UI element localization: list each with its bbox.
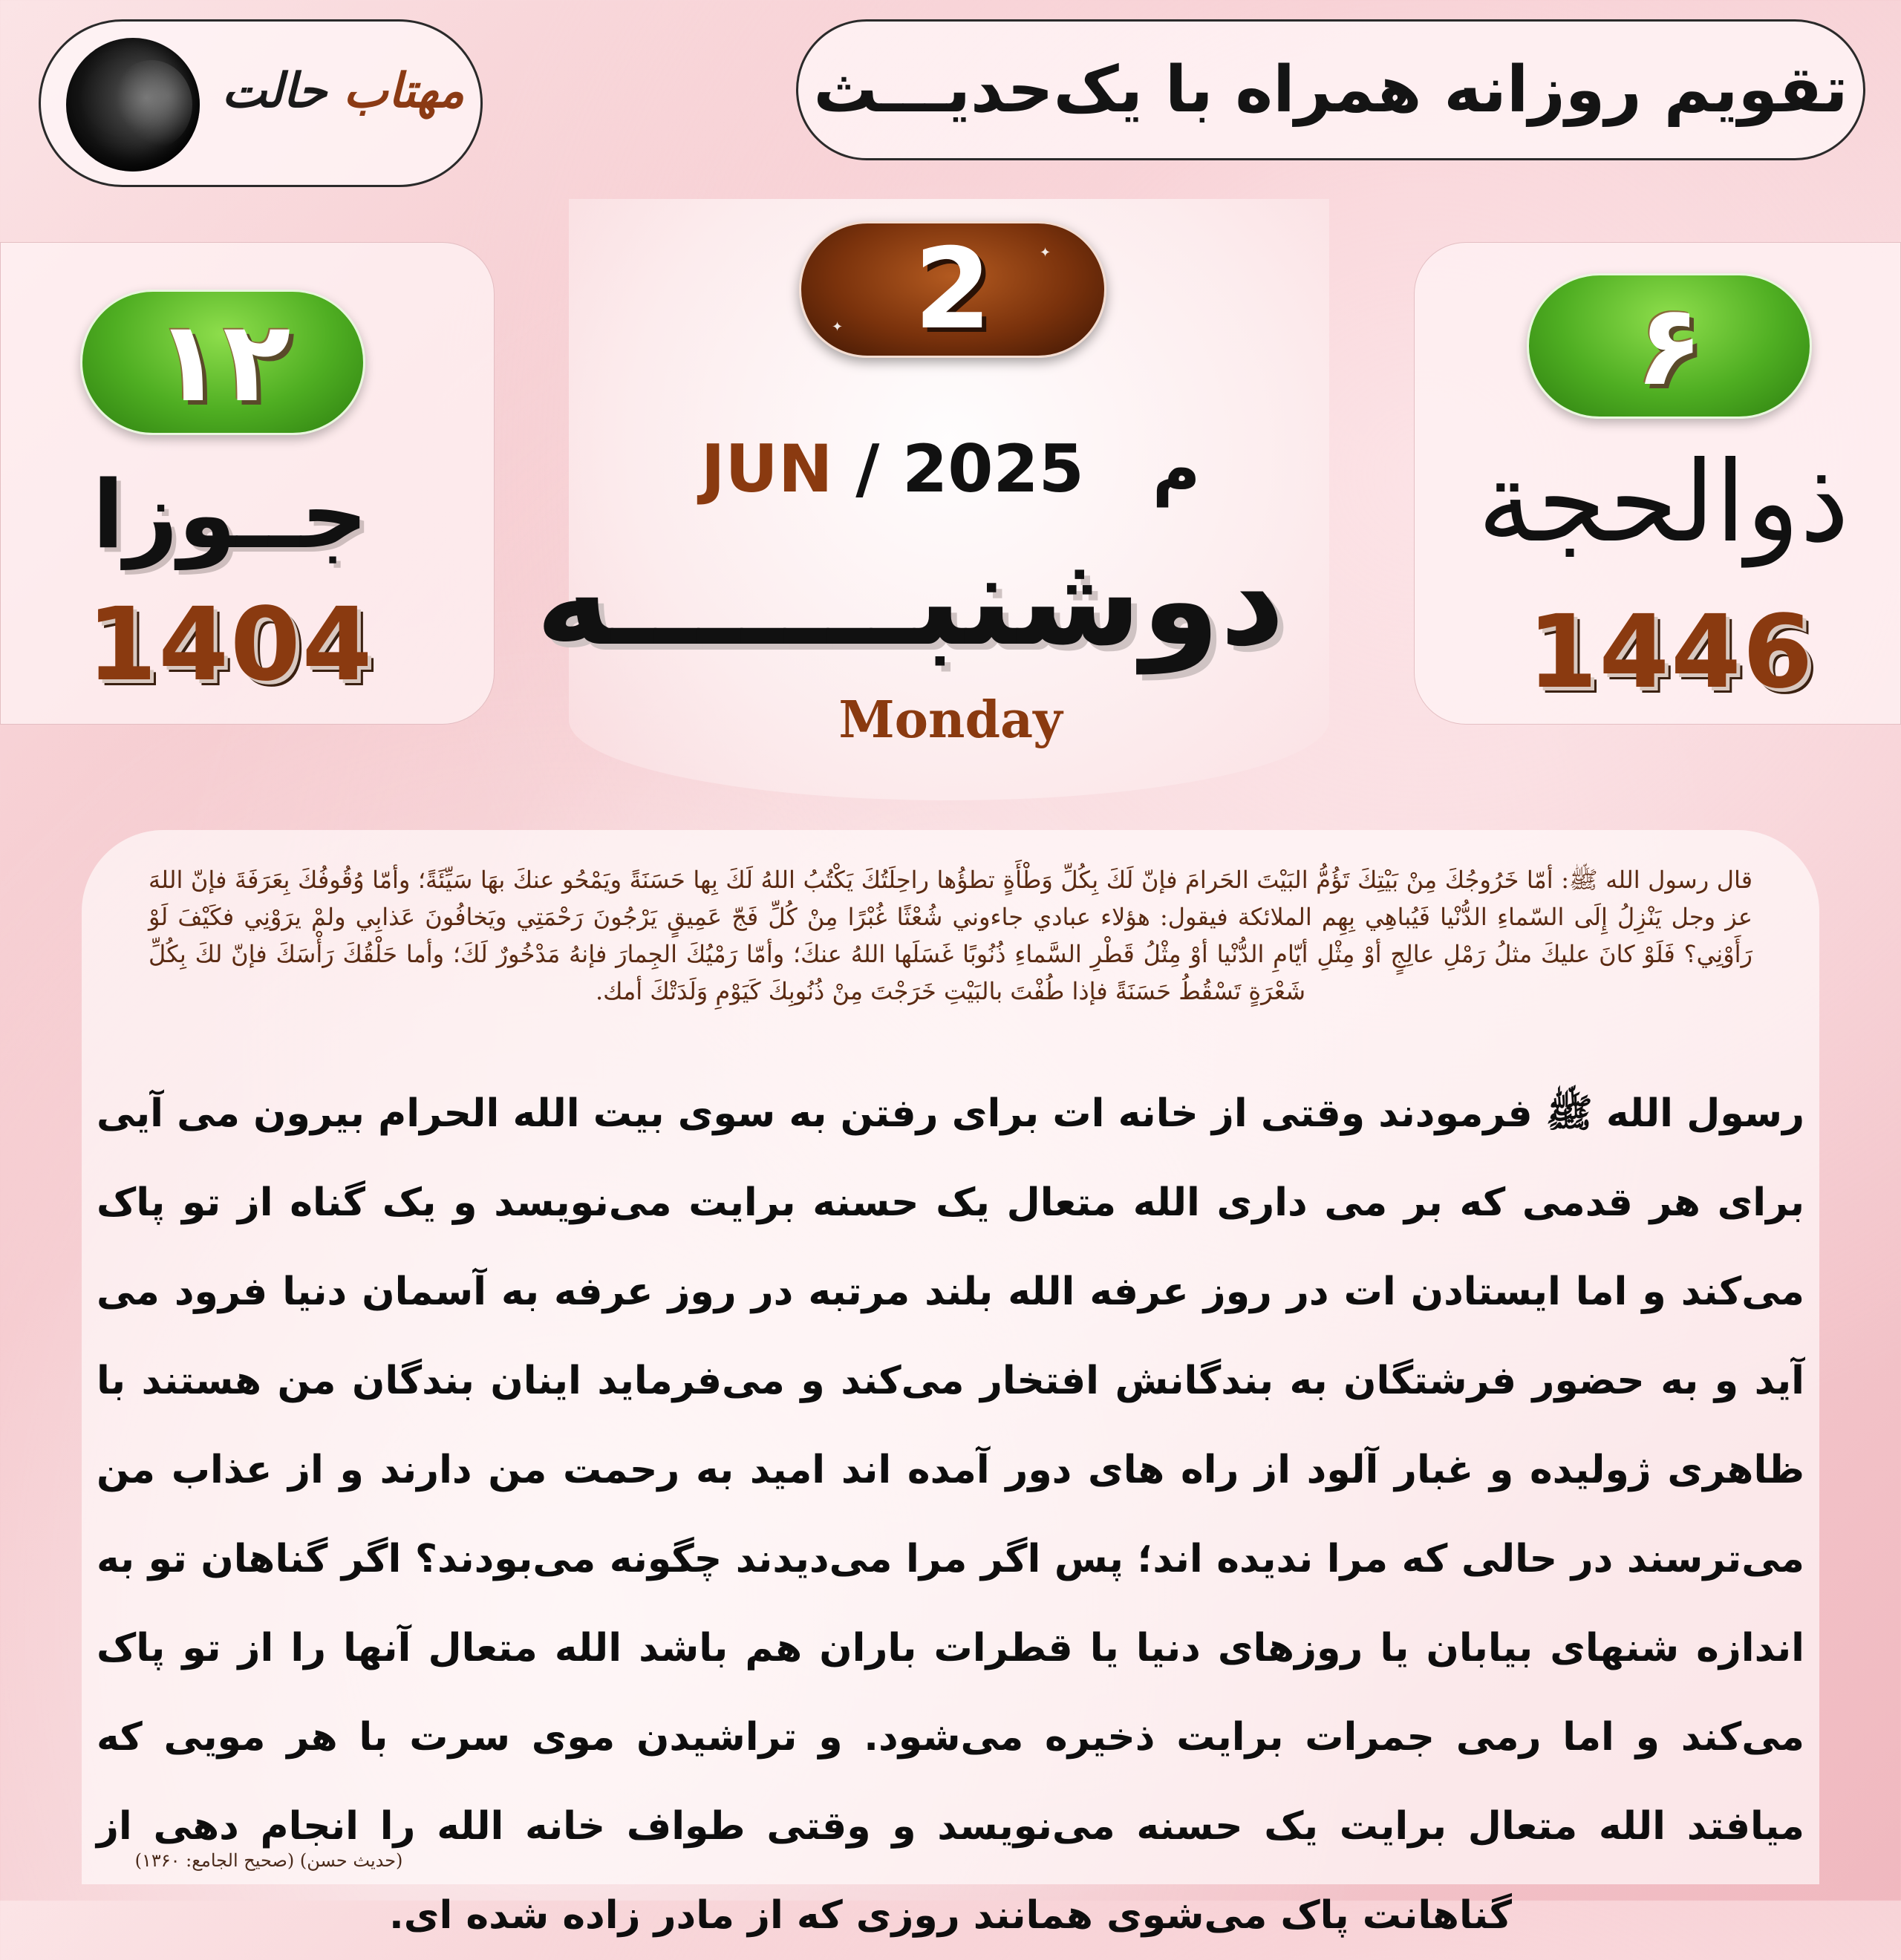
gregorian-date-line bbox=[668, 431, 1233, 512]
hadith-source: (حدیث حسن) (صحیح الجامع: ۱۳۶۰) bbox=[134, 1850, 403, 1871]
hijri-year: 1446 bbox=[1527, 594, 1815, 711]
hijri-day-badge bbox=[1527, 273, 1812, 419]
page-title: تقویم روزانه همراه با یک‌حدیـــث bbox=[813, 53, 1848, 127]
hadith-persian-translation: رسول الله ﷺ فرمودند وقتی از خانه ات برای رفتن به سوی بیت الله الحرام بیرون می آیی برای هر قدمی که بر می داری الله متعال یک حسنه برایت می‌نویسد و یک گناه از تو پاک می‌کند و اما ایستادن ات در روز عرفه الله بلند مرتبه در روز عرفه به آسمان دنیا فرود می آید و به حضور فرشتگان به بندگانش افتخار می‌کند و می‌فرماید اینان بندگان من هستند با ظاهری ژولیده و غبار آلود از راه های دور آمده اند امید به رحمت من دارند و از عذاب من می‌ترسند در حالی که مرا ندیده اند؛ پس اگر مرا می‌دیدند چگونه می‌بودند؟ اگر گناهان تو به اندازه شنهای بیابان یا روزهای دنیا یا قطرات باران هم باشد الله متعال آنها را از تو پاک می‌کند و اما رمی جمرات برایت ذخیره می‌شود. و تراشیدن موی سرت با هر مویی که میافتد الله متعال برایت یک حسنه می‌نویسد و وقتی طواف خانه الله را انجام دهی از گناهانت پاک می‌شوی همانند روزی که از مادر زاده شده ای. bbox=[97, 1091, 1804, 1938]
solar-day-badge bbox=[80, 290, 365, 435]
sparkle-icon: ✦ bbox=[1040, 245, 1051, 261]
solar-day: ۱۲ bbox=[154, 298, 291, 427]
hadith-arabic-text: قال رسول الله ﷺ: أمّا خَرُوجُكَ مِنْ بَيْتِكَ تَؤُمُّ البَيْتَ الحَرامَ فإنّ لَكَ بِكُلِّ وَطْأَةٍ تطؤُها راحِلَتُكَ يَكْتُبُ اللهُ لَكَ بِها حَسَنَةً ويَمْحُو عنكَ بهَا سَيِّئَةً؛ وأمّا وُقُوفُكَ بِعَرَفَةَ فإنّ اللهَ عز وجل يَنْزِلُ إِلَى السّماءِ الدُّنْيا فَيُباهِي بِهِم الملائكة فيقول: هؤلاء عبادي جاءوني شُعْثًا غُبْرًا مِنْ كُلِّ فَجّ عَمِيقٍ يَرْجُونَ رَحْمَتِي ويَخافُونَ عَذابِي ولمْ يرَوْنِي فكَيْفَ لَوْ رَأَوْنِي؟ فَلَوْ كانَ عليكَ مثلُ رَمْلِ عالِجٍ أوْ مِثْلِ أيّامِ الدُّنْيا أوْ مِثْلُ قَطْرِ السَّماءِ ذُنُوبًا غَسَلَها اللهُ عنكَ؛ وأمّا رَمْيُكَ الجِمارَ فإنهُ مَدْخُورٌ لَكَ؛ وأما حَلْقُكَ رَأْسَكَ فإنّ لكَ بِكُلِّ شَعْرَةٍ تَسْقُطُ حَسَنَةً فإذا طُفْتَ بالبَيْتِ خَرَجْتَ مِنْ ذُنُوبِكَ كَيَوْمِ وَلَدَتْكَ أمك. bbox=[149, 866, 1753, 1005]
gregorian-day-badge bbox=[799, 221, 1106, 358]
era-mark: م bbox=[1152, 431, 1201, 507]
gregorian-day: 2 bbox=[913, 225, 992, 354]
solar-year: 1404 bbox=[86, 587, 374, 704]
moon-icon bbox=[66, 38, 200, 172]
gregorian-month: JUN bbox=[700, 431, 833, 507]
gregorian-year: 2025 bbox=[901, 431, 1084, 507]
logo-box bbox=[39, 19, 483, 187]
logo bbox=[213, 63, 473, 152]
hijri-day: ۶ bbox=[1635, 281, 1703, 411]
solar-month: جــوزا bbox=[92, 460, 368, 569]
hijri-month: ذوالحجة bbox=[1477, 438, 1850, 567]
logo-text-accent: مهتاب bbox=[343, 63, 465, 119]
logo-text-dark: حالت bbox=[221, 63, 327, 119]
weekday-english: Monday bbox=[838, 690, 1063, 750]
weekday-persian: دوشنبـــــــه bbox=[535, 527, 1285, 674]
sparkle-icon: ✦ bbox=[832, 319, 844, 335]
date-separator: / bbox=[855, 431, 880, 507]
